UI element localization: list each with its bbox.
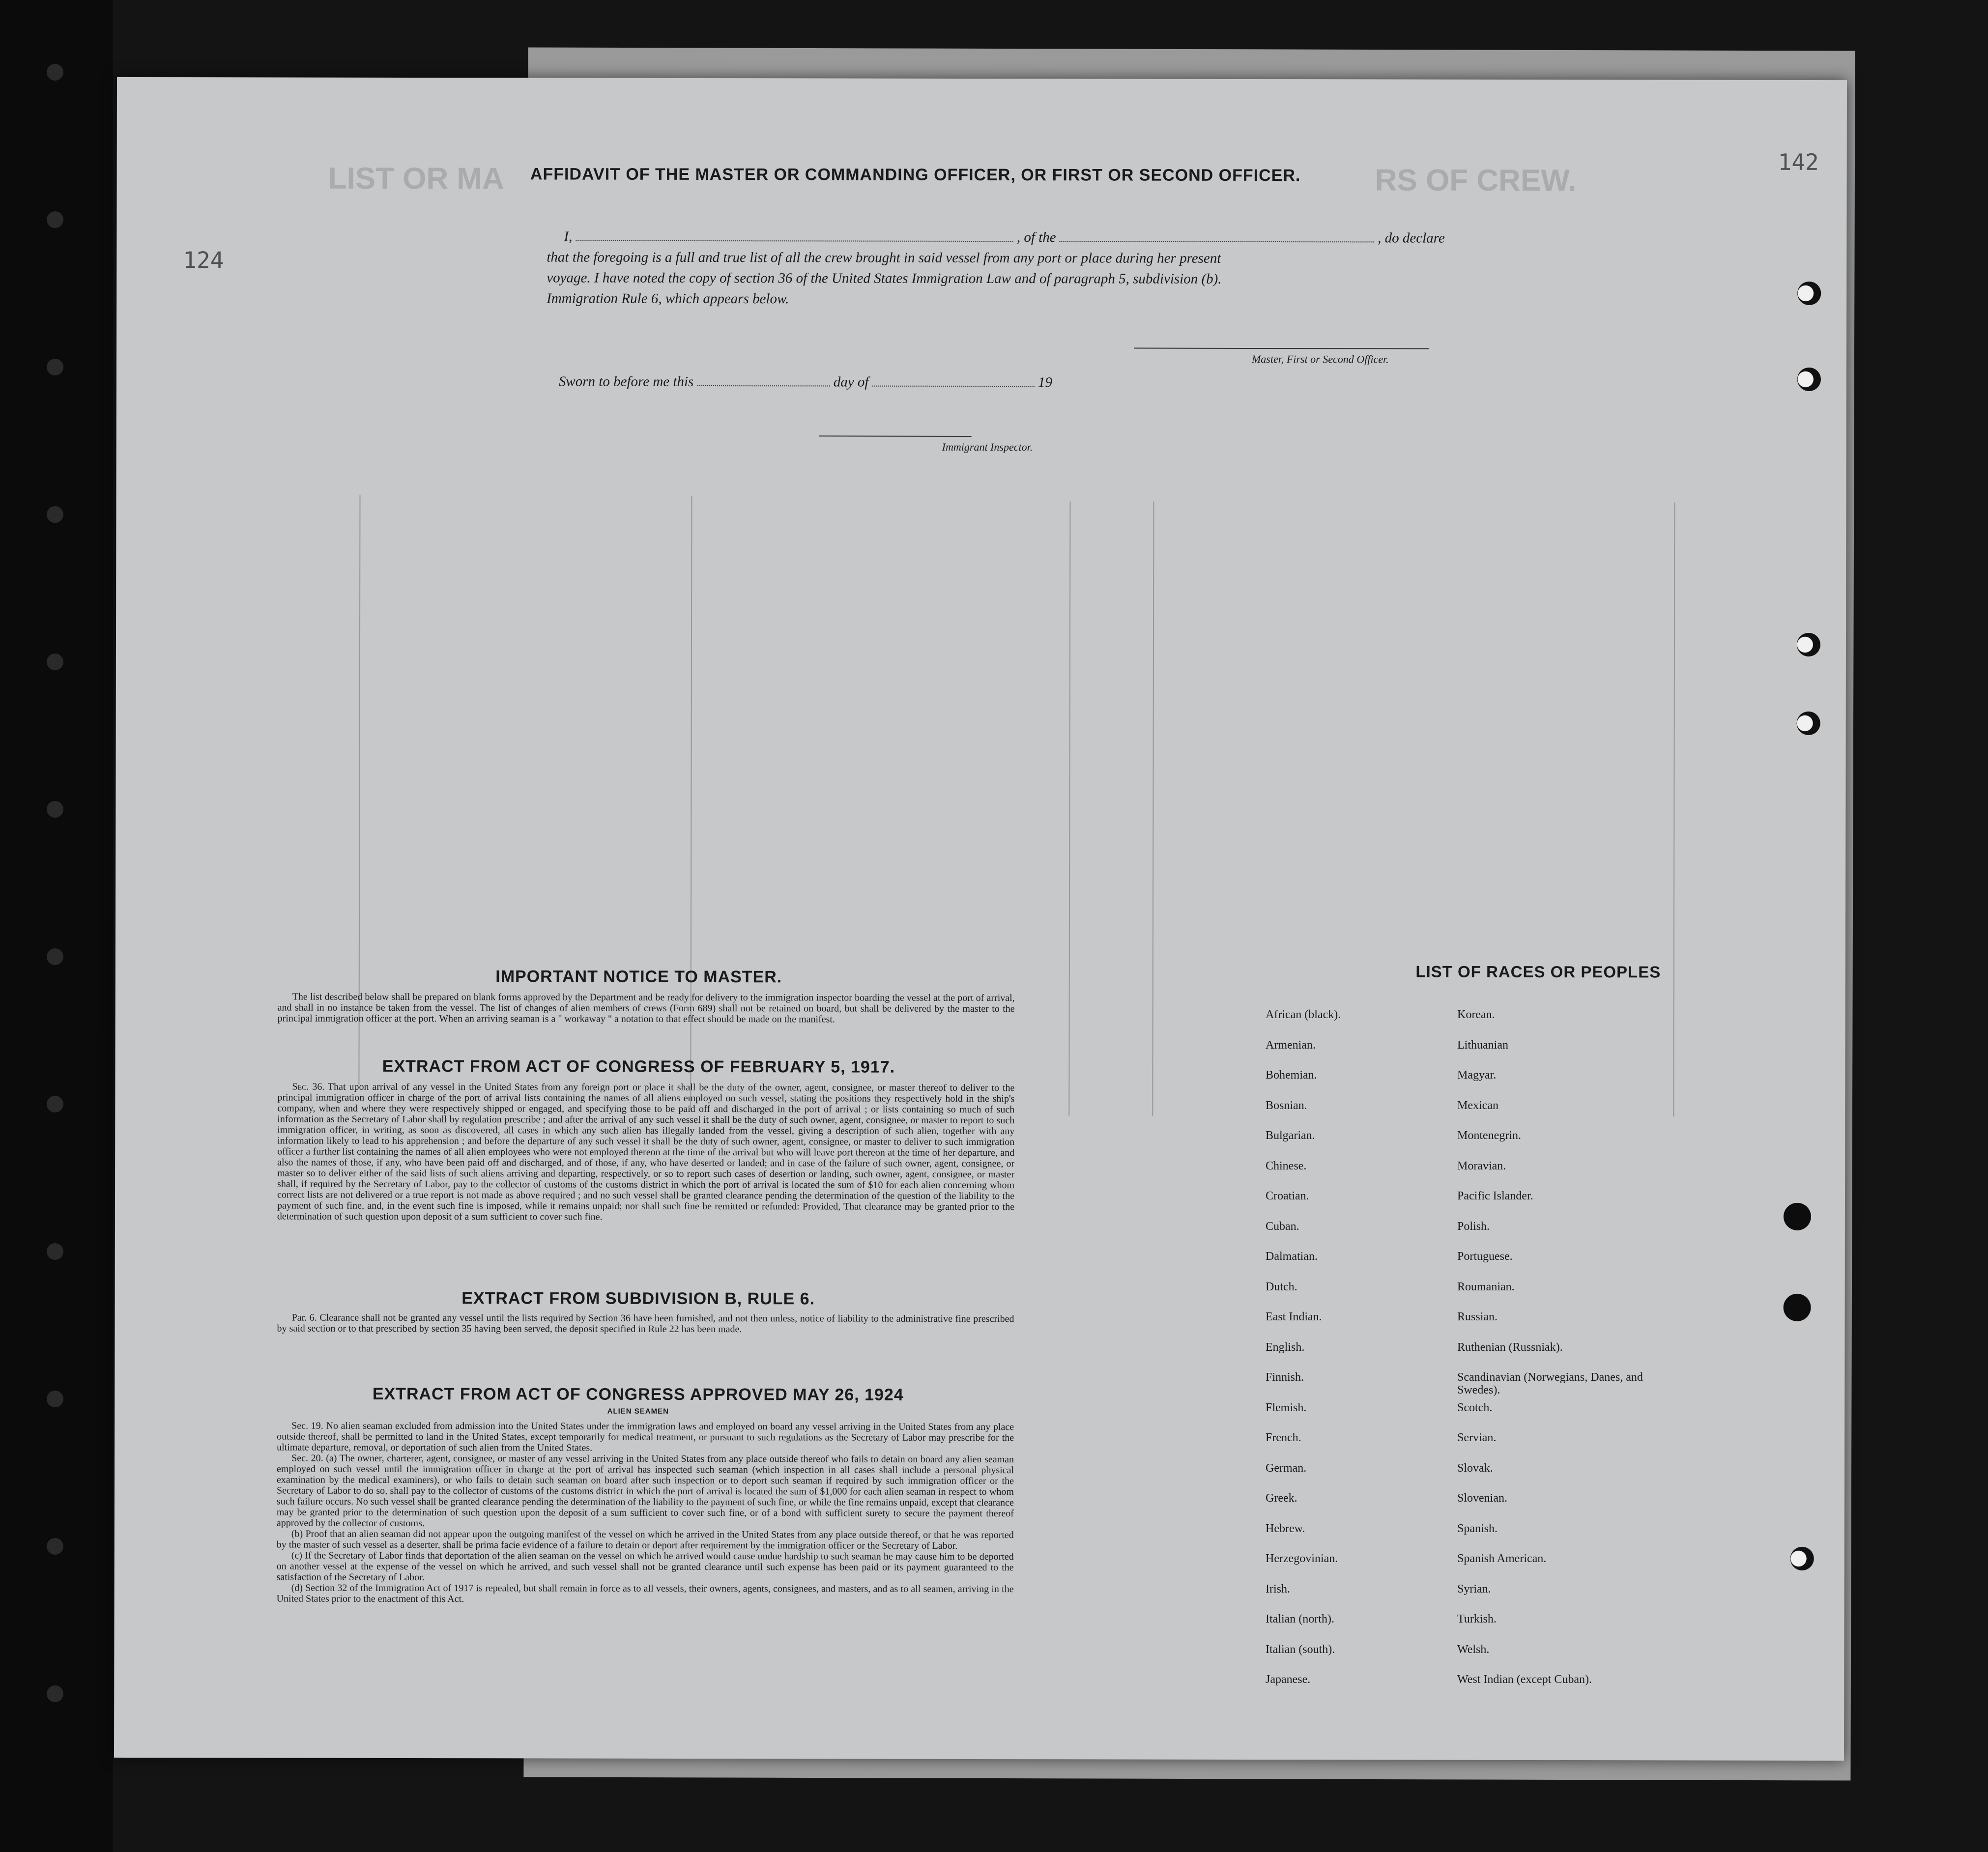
race-item: Dalmatian.	[1266, 1250, 1318, 1263]
extract-rule6-title: EXTRACT FROM SUBDIVISION B, RULE 6.	[461, 1289, 815, 1309]
name-blank	[576, 226, 1013, 242]
race-item: Turkish.	[1457, 1613, 1497, 1625]
inspector-signature-line	[819, 435, 972, 437]
section-36-text: That upon arrival of any vessel in the United States from any foreign port or place it shall be the duty of the owner, agent, consignee, or master thereof to deliver to the principal immigration officer in charge of the port of arrival lists containing the names of all aliens employed on such vessel, stating the positions they respectively hold in the ship's company, when and where they were respectively shipped or engaged, and specifying those to be paid off and discharged in the port of arrival ; or lists containing so much of such information as the Secretary of Labor shall by regulation prescribe ; and after the arrival of any such vessel it shall be the duty of such owner, agent, consignee, or master to report to such immigration officer, in writing, as soon as discovered, all cases in which any such alien has illegally landed from the vessel, giving a description of such alien, together with any information likely to lead to his apprehension ; and before the departure of any such vessel it shall be the duty of such owner, agent, consignee, or master to deliver to such immigration officer a further list containing the names of all alien employees who were not employed thereon at the time of the arrival but who will leave port thereon at the time of her departure, and also the names of those, if any, who have been paid off and discharged, and of those, if any, who have deserted or landed; and in case of the failure of such owner, agent, consignee, or master so to deliver either of the said lists of such aliens arriving and departing, respectively, or so to report such cases of desertion or landing, such owner, agent, consignee, or master shall, if required by the Secretary of Labor, pay to the collector of customs of the customs district in which the port of arrival is located the sum of $10 for each alien concerning whom correct lists are not delivered or a true report is not made as above required ; and no such vessel shall be granted clearance pending the determination of the question of the liability to the payment of such fine, and, in the event such fine is imposed, while it remains unpaid; nor shall such fine be remitted or refunded: Provided, That clearance may be granted prior to the determination of such question upon deposit of a sum sufficient to cover such fine.	[277, 1081, 1015, 1223]
race-item: Montenegrin.	[1457, 1129, 1521, 1142]
sprocket-hole	[47, 1391, 63, 1407]
race-item: Portuguese.	[1457, 1250, 1513, 1263]
race-item: Herzegovinian.	[1266, 1552, 1338, 1565]
affidavit-title: AFFIDAVIT OF THE MASTER OR COMMANDING OFFICER, OR FIRST OR SECOND OFFICER.	[530, 165, 1301, 185]
punch-hole	[1790, 1547, 1814, 1570]
sworn-year: 19	[1037, 374, 1053, 391]
punch-hole	[1797, 712, 1820, 735]
sprocket-hole	[47, 64, 63, 81]
punch-hole	[1784, 1203, 1811, 1230]
section-20d-paragraph: (d) Section 32 of the Immigration Act of 1917 is repealed, but shall remain in force as to all vessels, their owners, agents, consignees, and masters, and as to all seamen, arriving in the United States prior to the enactment of this Act.	[276, 1582, 1014, 1605]
declaration-of-the: , of the	[1016, 229, 1056, 246]
extract-1917-title: EXTRACT FROM ACT OF CONGRESS OF FEBRUARY 5, 1917.	[382, 1056, 895, 1077]
race-item: Slovenian.	[1457, 1492, 1507, 1505]
sprocket-hole	[47, 211, 63, 228]
bleedthrough-column-line	[1068, 501, 1070, 1115]
race-item: Hebrew.	[1266, 1522, 1305, 1535]
races-list	[1266, 1008, 1659, 1704]
sworn-day-of: day of	[833, 374, 869, 390]
sworn-month-blank	[872, 371, 1035, 387]
race-item: Scotch.	[1457, 1401, 1493, 1414]
race-item: Bulgarian.	[1266, 1129, 1315, 1142]
race-item: Croatian.	[1266, 1190, 1309, 1202]
extract-rule6-body	[277, 1312, 1014, 1336]
race-item: Russian.	[1457, 1311, 1498, 1323]
declaration-line-4: Immigration Rule 6, which appears below.	[547, 290, 789, 307]
bleedthrough-column-line	[1673, 502, 1675, 1116]
race-item: Syrian.	[1457, 1582, 1491, 1596]
section-20b-paragraph: (b) Proof that an alien seaman did not appear upon the outgoing manifest of the vessel on which he arrived in the United States from any place outside thereof, or that he was reported by the master of such vessel as a deserter, shall be prima facie evidence of a failure to detain or deport after requirement by the immigration officer or the Secretary of Labor.	[276, 1528, 1014, 1551]
extract-1917-body	[277, 1082, 1014, 1224]
sprocket-hole	[47, 948, 63, 965]
sprocket-hole	[47, 506, 63, 523]
race-item: African (black).	[1266, 1008, 1341, 1021]
bleedthrough-title-right: RS OF CREW.	[1375, 163, 1577, 198]
rule6-paragraph: Par. 6. Clearance shall not be granted any vessel until the lists required by Section 36 have been furnished, and not then unless, notice of liability to the administrative fine prescribed by said section or to that prescribed by section 35 having been served, the deposit specified in Rule 22 has been made.	[277, 1312, 1014, 1335]
race-item: Moravian.	[1457, 1159, 1506, 1172]
vessel-blank	[1060, 226, 1374, 242]
section-36-paragraph	[277, 1082, 1014, 1224]
bleedthrough-column-line	[1152, 502, 1154, 1116]
race-item: Pacific Islander.	[1457, 1190, 1533, 1202]
section-20a-paragraph: Sec. 20. (a) The owner, charterer, agent, consignee, or master of any vessel arriving in the United States from any place outside thereof who fails to detain on board any alien seaman employed on such vessel until the immigration officer in charge at the port of arrival has inspected such seaman (which inspection in all cases shall include a personal physical examination by the medical examiners), or who fails to detain such seaman on board after such inspection or to deport such seaman if required by such immigration officer or the Secretary of Labor to do so, shall pay to the collector of customs of the customs district in which the port of arrival is located the sum of $1,000 for each alien seaman in respect to whom such failure occurs. No such vessel shall be granted clearance pending the determination of the liability to the payment of such fine, or while the fine remains unpaid, except that clearance may be granted prior to the determination of such question upon the deposit of a sum sufficient to cover such fine, or of a bond with sufficient surety to secure the payment thereof approved by the collector of customs.	[276, 1453, 1014, 1529]
declaration-i: I,	[564, 228, 573, 245]
sprocket-hole	[47, 801, 63, 818]
punch-hole	[1797, 633, 1820, 656]
race-item: Italian (north).	[1266, 1613, 1334, 1625]
sprocket-hole	[47, 1243, 63, 1260]
sprocket-hole	[47, 654, 63, 670]
race-item: Welsh.	[1457, 1643, 1490, 1656]
punch-hole	[1797, 368, 1821, 391]
declaration-do-declare: , do declare	[1378, 230, 1445, 246]
punch-hole	[1784, 1294, 1811, 1321]
race-item: German.	[1266, 1461, 1307, 1475]
punch-hole	[1797, 282, 1821, 305]
race-item: Polish.	[1457, 1220, 1490, 1233]
sworn-line	[559, 370, 1052, 391]
bleedthrough-title-left: LIST OR MA	[328, 161, 504, 196]
declaration-line-1	[547, 225, 1603, 249]
race-item: Roumanian.	[1457, 1280, 1515, 1293]
race-item: West Indian (except Cuban).	[1457, 1673, 1592, 1686]
notice-title: IMPORTANT NOTICE TO MASTER.	[495, 967, 782, 987]
race-item: Irish.	[1266, 1582, 1290, 1596]
race-item: Scandinavian (Norwegians, Danes, and Swedes).	[1457, 1371, 1643, 1396]
race-item: Cuban.	[1266, 1220, 1299, 1233]
race-item: Slovak.	[1457, 1461, 1493, 1475]
section-19-paragraph: Sec. 19. No alien seaman excluded from admission into the United States under the immigration laws and employed on board any vessel arriving in the United States from any place outside thereof, shall be permitted to land in the United States, except temporarily for medical treatment, or pursuant to such regulations as the Secretary of Labor may prescribe for the ultimate departure, removal, or deportation of such alien from the United States.	[277, 1420, 1014, 1453]
declaration-block	[547, 225, 1603, 311]
race-item: Armenian.	[1266, 1038, 1316, 1052]
race-item: Mexican	[1457, 1099, 1498, 1112]
sprocket-hole	[47, 1538, 63, 1555]
master-signature-line	[1134, 348, 1429, 349]
race-item: East Indian.	[1266, 1311, 1322, 1323]
race-item: Spanish.	[1457, 1522, 1498, 1535]
handwritten-page-number: 124	[183, 247, 224, 274]
race-item: Bosnian.	[1266, 1099, 1307, 1112]
race-item: Chinese.	[1266, 1159, 1307, 1172]
sprocket-hole	[47, 1685, 63, 1702]
handwritten-page-number-right: 142	[1778, 148, 1819, 175]
race-item: Servian.	[1457, 1431, 1497, 1444]
sprocket-hole	[47, 1096, 63, 1112]
race-item: French.	[1266, 1431, 1301, 1444]
race-item: Korean.	[1457, 1008, 1495, 1021]
race-item: Italian (south).	[1266, 1643, 1335, 1656]
sprocket-hole	[47, 359, 63, 375]
section-20c-paragraph: (c) If the Secretary of Labor finds that deportation of the alien seaman on the vessel on which he arrived would cause undue hardship to such seaman he may cause him to be deported on another vessel at the expense of the vessel on which he arrived, and such vessel shall not be granted clearance until such expense has been paid or its payment guaranteed to the satisfaction of the Secretary of Labor.	[276, 1550, 1014, 1583]
declaration-line-3: voyage. I have noted the copy of section 36 of the United States Immigration Law and of paragraph 5, subdivision (b).	[547, 270, 1222, 287]
race-item: Spanish American.	[1457, 1552, 1547, 1565]
sworn-day-blank	[697, 370, 830, 386]
extract-1924-title: EXTRACT FROM ACT OF CONGRESS APPROVED MAY 26, 1924	[372, 1384, 904, 1404]
race-item: Flemish.	[1266, 1401, 1307, 1414]
race-item: Magyar.	[1457, 1069, 1497, 1082]
film-strip-border	[0, 0, 113, 1852]
extract-1924-body	[277, 1421, 1014, 1606]
race-item: English.	[1266, 1340, 1305, 1354]
sworn-prefix: Sworn to before me this	[558, 373, 694, 390]
race-item: Bohemian.	[1266, 1069, 1317, 1082]
section-36-label: Sec. 36.	[292, 1081, 325, 1092]
races-title: LIST OF RACES OR PEOPLES	[1415, 962, 1661, 981]
race-item: Lithuanian	[1457, 1038, 1508, 1052]
notice-body	[278, 992, 1015, 1026]
race-item: Greek.	[1266, 1492, 1297, 1505]
alien-seamen-subtitle: ALIEN SEAMEN	[607, 1407, 669, 1416]
race-item: Japanese.	[1266, 1673, 1311, 1686]
race-item: Dutch.	[1266, 1280, 1297, 1293]
master-caption: Master, First or Second Officer.	[1251, 352, 1389, 366]
inspector-caption: Immigrant Inspector.	[942, 440, 1033, 454]
declaration-line-2: that the foregoing is a full and true list of all the crew brought in said vessel from any port or place during her present	[547, 249, 1221, 266]
race-item: Finnish.	[1266, 1371, 1304, 1384]
notice-paragraph: The list described below shall be prepared on blank forms approved by the Department and be ready for delivery to the immigration inspector boarding the vessel at the port of arrival, and shall in no instance be taken from the vessel. The list of changes of alien members of crews (Form 689) shall not be retained on board, but shall be delivered by the master to the principal immigration officer at the port. When an arriving seaman is a " workaway " a notation to that effect should be made on the manifest.	[277, 991, 1015, 1025]
race-item: Ruthenian (Russniak).	[1457, 1340, 1563, 1354]
